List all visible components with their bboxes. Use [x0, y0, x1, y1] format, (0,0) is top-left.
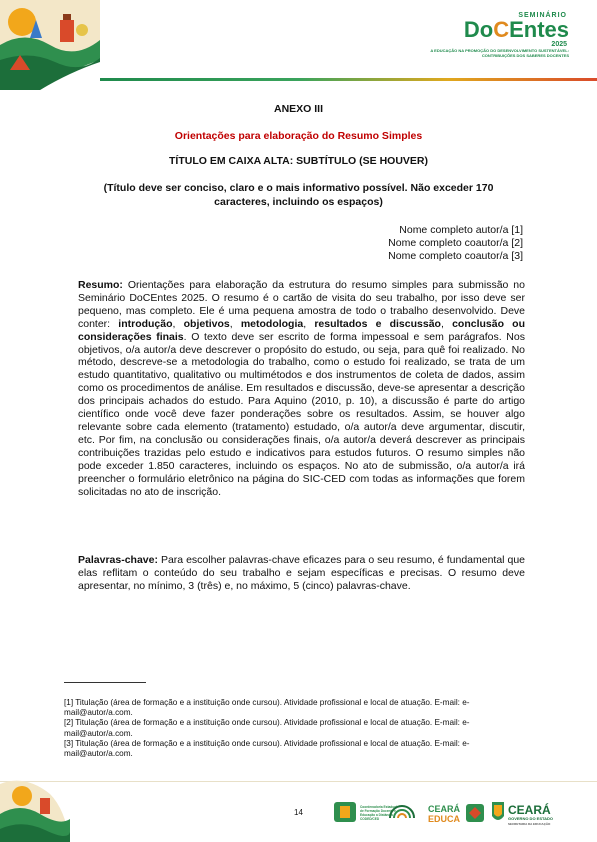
abstract-separator: ,	[440, 317, 453, 330]
keywords-label: Palavras-chave:	[78, 554, 158, 566]
document-subtitle: Orientações para elaboração do Resumo Simples	[174, 130, 423, 142]
logo-tagline: A EDUCAÇÃO NA PROMOÇÃO DO DESENVOLVIMENTO SUSTENTÁVEL: CONTRIBUIÇÕES DOS SABERES DOCENTES	[430, 48, 569, 58]
page-footer	[0, 772, 597, 842]
sponsor3-line2: GOVERNO DO ESTADO	[508, 816, 554, 821]
author-item: Nome completo autor/a [1]	[399, 224, 523, 236]
abstract-bold-term: objetivos	[183, 317, 230, 330]
sponsor1-text: Coordenadoria Estadual de Formação Docente e Educação a Distância CODED/CED	[360, 805, 397, 821]
annex-heading: ANEXO III	[273, 103, 323, 115]
footer-divider-line	[0, 781, 597, 782]
sponsor2-line1: CEARÁ	[428, 804, 461, 814]
abstract-separator: ,	[303, 317, 315, 330]
abstract-bold-term: introdução	[118, 317, 173, 330]
docentes-logo	[427, 12, 577, 74]
footnote-item: [1] Titulação (área de formação e a instituição onde cursou). Atividade profissional e local de atuação. E-mail: e-mail@autor/a.com.	[64, 698, 470, 718]
header-decorative-art	[0, 0, 100, 90]
abstract-bold-term: resultados e discussão	[314, 317, 441, 330]
footnote-item: [3] Titulação (área de formação e a instituição onde cursou). Atividade profissional e local de atuação. E-mail: e-mail@autor/a.com.	[64, 738, 470, 759]
footnote-item: [2] Titulação (área de formação e a instituição onde cursou). Atividade profissional e local de atuação. E-mail: e-mail@autor/a.com.	[64, 718, 470, 738]
header-divider-line	[100, 78, 597, 81]
keywords-text: Para escolher palavras-chave eficazes para o seu resumo, é fundamental que elas reflitam o conteúdo do seu trabalho e sejam específicas e precisas. O resumo deve apresentar, no mínimo, 3 (três) e, no máximo, 5 (cinco) palavras-chave.	[78, 554, 525, 592]
abstract-bold-term: metodologia	[240, 317, 304, 330]
abstract-bold-term: conclusão ou considerações finais	[78, 317, 525, 343]
keywords-paragraph	[78, 554, 525, 593]
abstract-label: Resumo:	[78, 279, 123, 291]
author-item: Nome completo coautor/a [3]	[388, 250, 523, 262]
sponsor3-line3: SECRETARIA DA EDUCAÇÃO	[508, 822, 551, 826]
logo-year: 2025	[551, 41, 567, 48]
title-note: (Título deve ser conciso, claro e o mais informativo possível. Não exceder 170 caracteres, incluindo os espaços)	[103, 182, 494, 208]
sponsor3-line1: CEARÁ	[508, 803, 551, 817]
author-item: Nome completo coautor/a [2]	[388, 237, 523, 249]
logo-entes: Entes	[509, 17, 569, 42]
page-number: 14	[294, 808, 303, 817]
page-header	[0, 0, 597, 90]
footnote-separator	[64, 682, 146, 683]
abstract-text: Orientações para elaboração da estrutura do resumo simples para submissão no Seminário DoCEntes 2025. O resumo é o cartão de visita do seu trabalho, por isso deve ser pequeno, mas completo. Ele é uma pequena amostra de todo o trabalho desenvolvido. Deve conter:	[78, 279, 525, 330]
author-list	[388, 224, 523, 263]
logo-seminario-text: SEMINÁRIO	[518, 12, 567, 19]
footnote-list	[64, 698, 534, 759]
abstract-paragraph	[78, 279, 525, 498]
abstract-separator: ,	[172, 317, 184, 330]
logo-c: C	[493, 17, 510, 42]
logo-do: Do	[463, 17, 494, 42]
sponsor2-line2: EDUCA	[428, 814, 461, 824]
document-title: TÍTULO EM CAIXA ALTA: SUBTÍTULO (SE HOUVER)	[169, 155, 428, 167]
abstract-text: . O texto deve ser escrito de forma impessoal e sem parágrafos. Nos objetivos, o/a autor/a deve descrever o propósito do estudo, ou seja, para quê foi realizado. No método, descreve-se a metodologia do trabalho, como o estudo foi realizado, se trata de um estudo quantitativo, qualitativo ou multimétodos e dos instrumentos de coleta de dados, assim como os procedimentos de análise. Em resultados e discussão, deve-se apresentar a descrição dos principais achados do estudo. Para Aquino (2010, p. 10), a discussão é parte do artigo científico onde você deve fazer ponderações sobre os resultados. Assim, se houver algo relevante sobre cada elemento (tratamento) estudado, o/a autor/a deve argumentar, discutir, etc. Por fim, na conclusão ou considerações finais, o/a autor/a deverá descrever as principais contribuições trazidas pelo estudo e indicativos para estudos futuros. O resumo simples não pode exceder 1.850 caracteres, incluindo os espaços. No ato de submissão, o/a autor/a irá preencher o formulário eletrônico na página do SIC-CED com todas as informações que forem solicitadas no ato de inscrição.	[78, 330, 525, 498]
logo-brand	[427, 19, 569, 41]
abstract-separator: ,	[229, 317, 241, 330]
